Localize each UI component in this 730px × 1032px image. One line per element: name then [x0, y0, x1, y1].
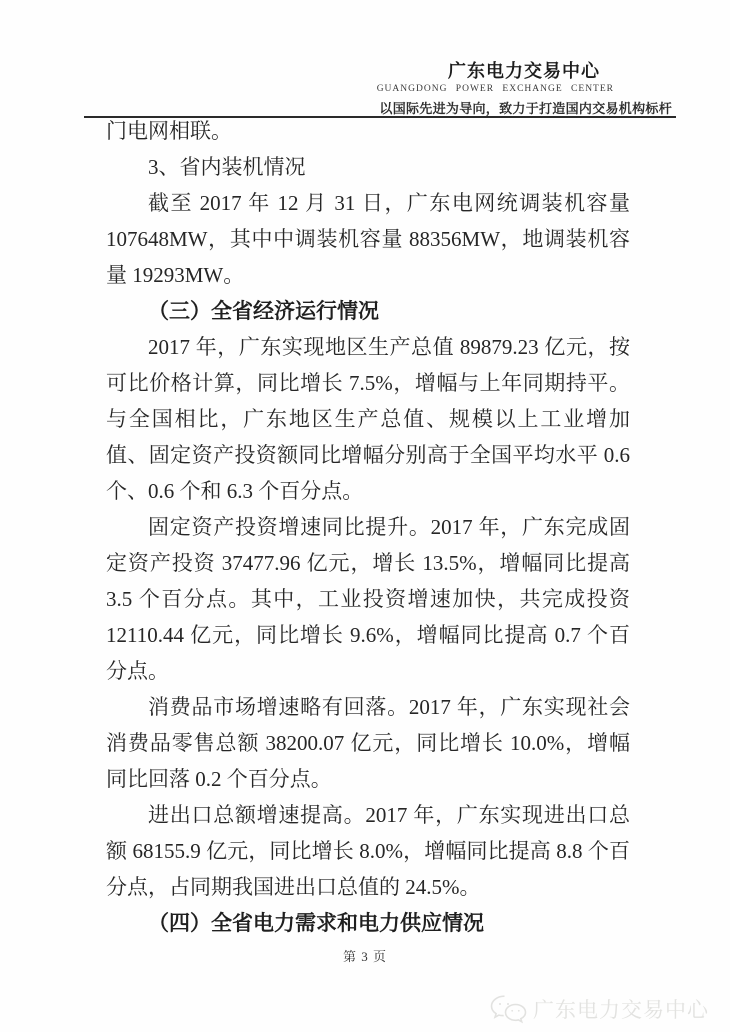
- page-number: 第 3 页: [342, 949, 387, 964]
- org-name-cn: 广东电力交易中心: [448, 61, 600, 81]
- paragraph: 门电网相联。: [106, 119, 232, 143]
- paragraph: 消费品市场增速略有回落。2017 年，广东实现社会消费品零售总额 38200.07 亿元，同比增长 10.0%，增幅同比回落 0.2 个百分点。: [106, 695, 630, 791]
- org-name-en: GUANGDONG POWER EXCHANGE CENTER: [376, 84, 614, 94]
- watermark: [489, 994, 709, 1024]
- watermark-text: 广东电力交易中心: [533, 999, 709, 1022]
- subsection-heading: 3、省内装机情况: [148, 155, 306, 179]
- wechat-logo-icon: [489, 994, 527, 1024]
- paragraph: 固定资产投资增速同比提升。2017 年，广东完成固定资产投资 37477.96 亿元，增长 13.5%，增幅同比提高 3.5 个百分点。其中，工业投资增速加快，共完成投资 12110.44 亿元，同比增长 9.6%，增幅同比提高 0.7 个百分点。: [106, 515, 630, 683]
- section-heading: （三）全省经济运行情况: [148, 299, 379, 323]
- section-heading: （四）全省电力需求和电力供应情况: [148, 911, 484, 935]
- document-body: [106, 113, 630, 941]
- paragraph: 进出口总额增速提高。2017 年，广东实现进出口总额 68155.9 亿元，同比增长 8.0%，增幅同比提高 8.8 个百分点，占同期我国进出口总值的 24.5%。: [106, 803, 630, 899]
- paragraph: 截至 2017 年 12 月 31 日，广东电网统调装机容量 107648MW，其中中调装机容量 88356MW，地调装机容量 19293MW。: [106, 191, 630, 287]
- org-tagline: 以国际先进为导向，致力于打造国内交易机构标杆: [379, 101, 672, 116]
- paragraph: 2017 年，广东实现地区生产总值 89879.23 亿元，按可比价格计算，同比增长 7.5%，增幅与上年同期持平。与全国相比，广东地区生产总值、规模以上工业增加值、固定资产投资额同比增幅分别高于全国平均水平 0.6 个、0.6 个和 6.3 个百分点。: [106, 335, 630, 503]
